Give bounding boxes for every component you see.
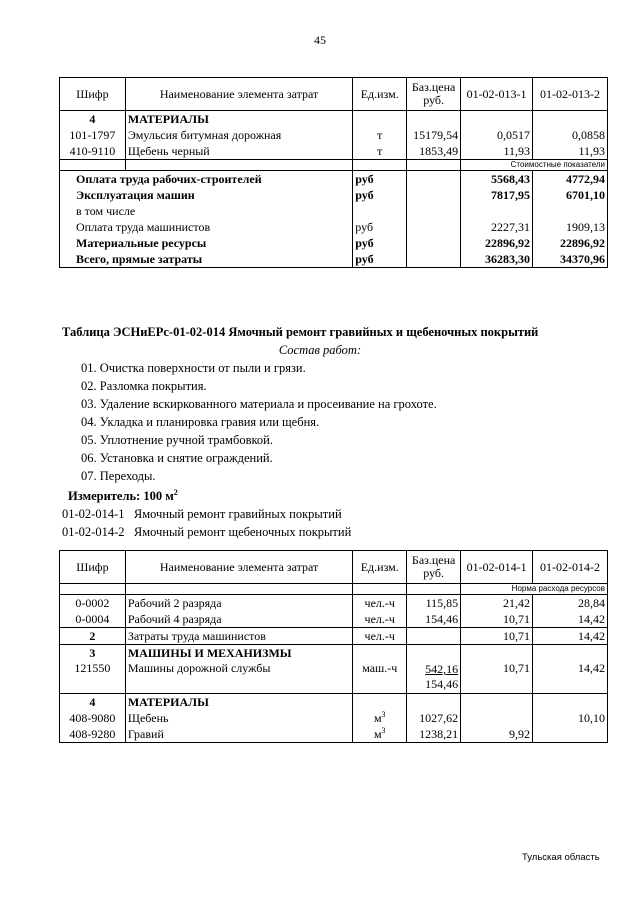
item-value-2: 28,84	[533, 595, 608, 612]
summary-row	[60, 171, 608, 188]
header-name: Наименование элемента затрат	[125, 551, 352, 584]
measure-unit: Измеритель: 100 $м^2$	[68, 487, 178, 503]
item-unit: маш.-ч	[353, 661, 407, 694]
item-price	[407, 661, 461, 694]
summary-row	[60, 251, 608, 268]
table-header-row	[60, 551, 608, 584]
code-number: 01-02-014-2	[62, 525, 125, 539]
item-code: 101-1797	[60, 127, 126, 143]
table-row	[60, 143, 608, 160]
item-value-2: 14,42	[533, 611, 608, 628]
item-code: 408-9280	[60, 726, 126, 743]
item-value-1: 10,71	[461, 611, 533, 628]
header-col2: 01-02-014-2	[533, 551, 608, 584]
table-row	[60, 726, 608, 743]
item-unit: т	[353, 127, 407, 143]
footer-region: Тульская область	[522, 852, 600, 863]
item-code: 410-9110	[60, 143, 126, 160]
item-value-1: 0,0517	[461, 127, 533, 143]
group-code: 4	[60, 111, 126, 128]
item-unit: чел.-ч	[353, 611, 407, 628]
item-name: Гравий	[125, 726, 352, 743]
table-row	[60, 611, 608, 628]
item-price: 115,85	[407, 595, 461, 612]
item-price: 1853,49	[407, 143, 461, 160]
item-value-1: 9,92	[461, 726, 533, 743]
summary-row	[60, 187, 608, 203]
item-price: 154,46	[407, 611, 461, 628]
section-title: Таблица ЭСНиЕРс-01-02-014 Ямочный ремонт гравийных и щебеночных покрытий	[62, 325, 539, 339]
item-code: 2	[60, 628, 126, 645]
summary-value-2: 1909,13	[533, 219, 608, 235]
item-value-2: 14,42	[533, 661, 608, 694]
group-code: 4	[60, 694, 126, 711]
table-header-row	[60, 78, 608, 111]
table-note-row	[60, 160, 608, 171]
summary-row	[60, 203, 608, 219]
summary-name: Оплата труда машинистов	[60, 219, 353, 235]
item-value-2: 11,93	[533, 143, 608, 160]
code-number: 01-02-014-1	[62, 507, 125, 521]
work-item: 05. Уплотнение ручной трамбовкой.	[81, 433, 273, 447]
table-row	[60, 628, 608, 645]
summary-unit: руб	[353, 219, 407, 235]
summary-value-2: 4772,94	[533, 171, 608, 188]
item-value-1: 10,71	[461, 628, 533, 645]
summary-row	[60, 235, 608, 251]
item-value-1: 21,42	[461, 595, 533, 612]
work-item: 06. Установка и снятие ограждений.	[81, 451, 273, 465]
summary-unit: руб	[353, 171, 407, 188]
work-item: 04. Укладка и планировка гравия или щебня.	[81, 415, 320, 429]
work-item: 01. Очистка поверхности от пыли и грязи.	[81, 361, 306, 375]
header-code: Шифр	[60, 551, 126, 584]
summary-unit: руб	[353, 235, 407, 251]
item-name: Рабочий 4 разряда	[125, 611, 352, 628]
header-col2: 01-02-013-2	[533, 78, 608, 111]
section-subtitle: Состав работ:	[278, 343, 362, 357]
code-line	[62, 507, 342, 522]
header-unit: Ед.изм.	[353, 78, 407, 111]
item-price: 1238,21	[407, 726, 461, 743]
summary-name: Эксплуатация машин	[76, 187, 195, 202]
item-value-2: 14,42	[533, 628, 608, 645]
item-unit: чел.-ч	[353, 595, 407, 612]
summary-name: Всего, прямые затраты	[76, 251, 203, 266]
header-col1: 01-02-014-1	[461, 551, 533, 584]
cost-indicators-note: Стоимостные показатели	[461, 160, 608, 171]
item-name: Машины дорожной службы	[125, 661, 352, 694]
machine-price-2: 154,46	[425, 677, 459, 691]
item-price: 1027,62	[407, 710, 461, 726]
code-name: Ямочный ремонт гравийных покрытий	[133, 507, 342, 521]
summary-value-1: 22896,92	[461, 235, 533, 251]
summary-value-1: 7817,95	[461, 187, 533, 203]
header-price: Баз.цена руб.	[407, 78, 461, 111]
item-price: 15179,54	[407, 127, 461, 143]
item-code: 0-0004	[60, 611, 126, 628]
item-code: 0-0002	[60, 595, 126, 612]
table-row	[60, 595, 608, 612]
item-unit: $м^3$	[353, 726, 407, 743]
table-row	[60, 661, 608, 694]
summary-value-2: 34370,96	[533, 251, 608, 268]
table-row	[60, 111, 608, 128]
norm-note: Норма расхода ресурсов	[461, 584, 608, 595]
code-line	[62, 525, 351, 540]
header-unit: Ед.изм.	[353, 551, 407, 584]
summary-value-1: 2227,31	[461, 219, 533, 235]
summary-value-1: 36283,30	[461, 251, 533, 268]
item-name: Эмульсия битумная дорожная	[125, 127, 352, 143]
summary-value-2: 22896,92	[533, 235, 608, 251]
table-row	[60, 694, 608, 711]
summary-unit: руб	[353, 251, 407, 268]
table-row	[60, 127, 608, 143]
work-item: 07. Переходы.	[81, 469, 156, 483]
item-name: Щебень черный	[125, 143, 352, 160]
item-value-2: 10,10	[533, 710, 608, 726]
group-name: МАТЕРИАЛЫ	[125, 694, 352, 711]
item-value-2: 0,0858	[533, 127, 608, 143]
table-row	[60, 710, 608, 726]
summary-row	[60, 219, 608, 235]
header-name: Наименование элемента затрат	[125, 78, 352, 111]
summary-name: в том числе	[60, 203, 353, 219]
summary-value-1: 5568,43	[461, 171, 533, 188]
item-value-2	[533, 726, 608, 743]
table-note-row	[60, 584, 608, 595]
work-item: 03. Удаление вскиркованного материала и просеивание на грохоте.	[81, 397, 437, 411]
summary-name: Оплата труда рабочих-строителей	[76, 171, 262, 186]
item-name: Щебень	[125, 710, 352, 726]
summary-unit: руб	[353, 187, 407, 203]
code-name: Ямочный ремонт щебеночных покрытий	[133, 525, 352, 539]
item-code: 121550	[60, 661, 126, 694]
summary-value-2: 6701,10	[533, 187, 608, 203]
item-value-1: 10,71	[461, 661, 533, 694]
page-number: 45	[314, 33, 326, 47]
item-unit: т	[353, 143, 407, 160]
header-price: Баз.цена руб.	[407, 551, 461, 584]
group-name: МАШИНЫ И МЕХАНИЗМЫ	[125, 645, 352, 662]
cost-table-01-02-013	[59, 77, 608, 268]
item-name: Рабочий 2 разряда	[125, 595, 352, 612]
item-unit: $м^3$	[353, 710, 407, 726]
group-code: 3	[60, 645, 126, 662]
header-code: Шифр	[60, 78, 126, 111]
work-item: 02. Разломка покрытия.	[81, 379, 207, 393]
item-value-1: 11,93	[461, 143, 533, 160]
item-value-1	[461, 710, 533, 726]
resource-table-01-02-014	[59, 550, 608, 743]
group-name: МАТЕРИАЛЫ	[125, 111, 352, 128]
table-row	[60, 645, 608, 662]
item-unit: чел.-ч	[353, 628, 407, 645]
summary-name: Материальные ресурсы	[76, 235, 207, 250]
item-code: 408-9080	[60, 710, 126, 726]
machine-price-1: 542,16	[425, 662, 459, 676]
item-name: Затраты труда машинистов	[125, 628, 352, 645]
header-col1: 01-02-013-1	[461, 78, 533, 111]
